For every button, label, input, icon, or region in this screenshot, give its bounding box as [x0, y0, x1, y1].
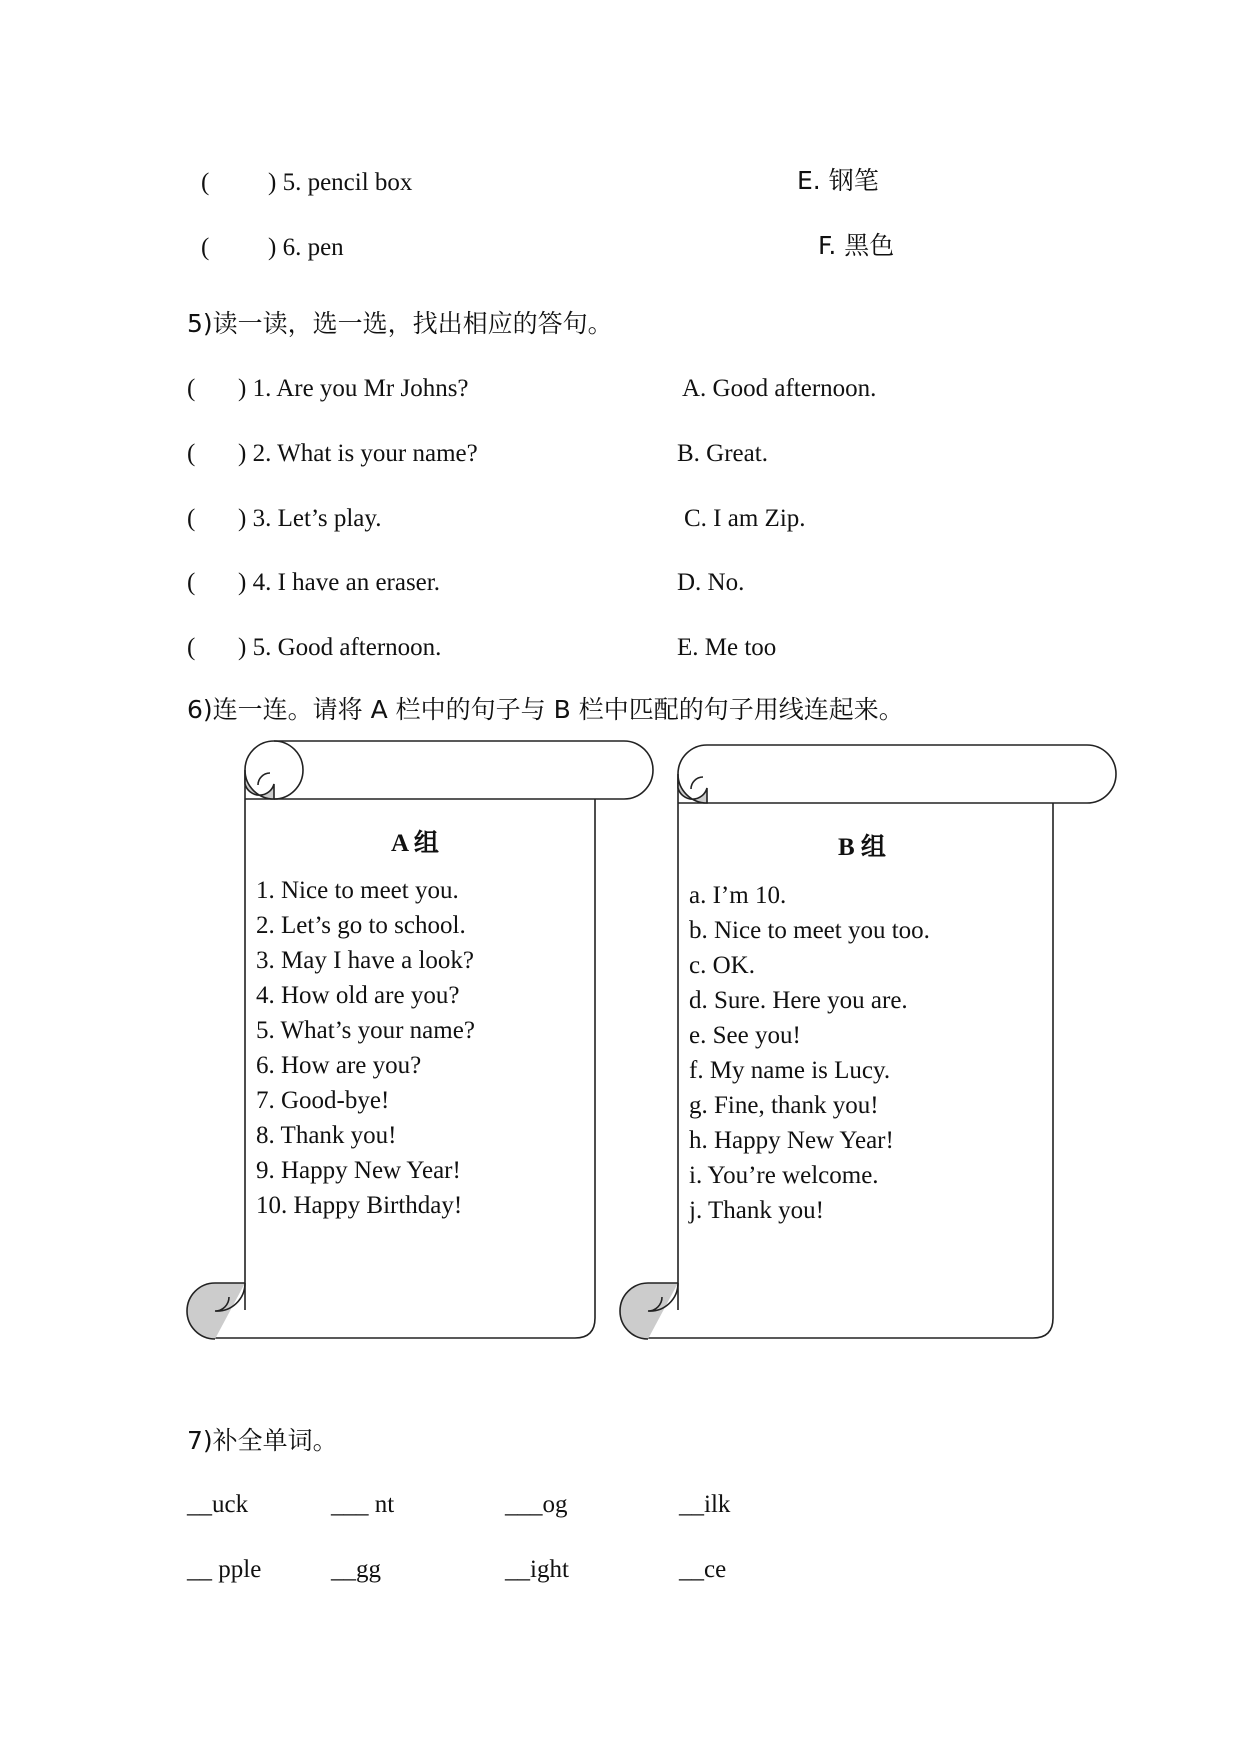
list-item[interactable]: 6. How are you? — [256, 1052, 422, 1079]
list-item[interactable]: 5. What’s your name? — [256, 1017, 475, 1044]
answer-option: E. Me too — [677, 634, 777, 661]
group-b-title: B 组 — [838, 834, 886, 861]
list-item[interactable]: 7. Good-bye! — [256, 1087, 390, 1114]
word-blank[interactable]: __uck — [187, 1491, 249, 1518]
list-item[interactable]: i. You’re welcome. — [689, 1162, 879, 1189]
list-item[interactable]: d. Sure. Here you are. — [689, 987, 908, 1014]
group-b-list — [689, 878, 930, 1228]
section6-heading: 6)连一连。请将 A 栏中的句子与 B 栏中匹配的句子用线连起来。 — [187, 695, 904, 724]
item-text: ) 5. pencil box — [268, 169, 413, 196]
list-item[interactable]: j. Thank you! — [689, 1197, 824, 1224]
list-item[interactable]: f. My name is Lucy. — [689, 1057, 891, 1084]
answer-option: B. Great. — [677, 440, 768, 467]
answer-paren[interactable]: ( — [187, 440, 196, 467]
answer-paren[interactable]: ( — [187, 505, 196, 532]
answer-option: D. No. — [677, 569, 745, 596]
list-item[interactable]: 4. How old are you? — [256, 982, 460, 1009]
question-text: ) 4. I have an eraser. — [238, 569, 440, 596]
group-a-list — [256, 873, 475, 1223]
list-item[interactable]: 8. Thank you! — [256, 1122, 397, 1149]
list-item[interactable]: c. OK. — [689, 952, 755, 979]
question-text: ) 2. What is your name? — [238, 440, 478, 467]
word-blank[interactable]: __ilk — [679, 1491, 731, 1518]
list-item[interactable]: h. Happy New Year! — [689, 1127, 894, 1154]
list-item[interactable]: a. I’m 10. — [689, 882, 787, 909]
list-item[interactable]: b. Nice to meet you too. — [689, 917, 930, 944]
answer-paren[interactable]: ( — [201, 169, 210, 196]
scroll-b-top-curl — [678, 774, 707, 803]
answer-paren[interactable]: ( — [187, 569, 196, 596]
list-item[interactable]: 3. May I have a look? — [256, 947, 474, 974]
list-item[interactable]: g. Fine, thank you! — [689, 1092, 879, 1119]
answer-paren[interactable]: ( — [201, 234, 210, 261]
scroll-a-top-curl — [245, 770, 274, 799]
group-a-title: A 组 — [391, 830, 439, 857]
answer-paren[interactable]: ( — [187, 634, 196, 661]
section7-heading: 7)补全单词。 — [187, 1426, 338, 1455]
section5-heading: 5)读一读，选一选，找出相应的答句。 — [187, 309, 613, 338]
question-text: ) 5. Good afternoon. — [238, 634, 442, 661]
answer-paren[interactable]: ( — [187, 375, 196, 402]
item-text: ) 6. pen — [268, 234, 344, 261]
answer-option: A. Good afternoon. — [682, 375, 877, 402]
word-blank[interactable]: ___og — [505, 1491, 568, 1518]
word-blank[interactable]: ___ nt — [331, 1491, 395, 1518]
list-item[interactable]: 2. Let’s go to school. — [256, 912, 466, 939]
option-text: F. 黑色 — [818, 231, 895, 260]
option-text: E. 钢笔 — [797, 166, 879, 195]
list-item[interactable]: 9. Happy New Year! — [256, 1157, 461, 1184]
word-blank[interactable]: __ pple — [187, 1556, 262, 1583]
word-blank[interactable]: __ight — [505, 1556, 569, 1583]
word-blank[interactable]: __ce — [679, 1556, 727, 1583]
list-item[interactable]: e. See you! — [689, 1022, 801, 1049]
list-item[interactable]: 1. Nice to meet you. — [256, 877, 459, 904]
question-text: ) 3. Let’s play. — [238, 505, 382, 532]
question-text: ) 1. Are you Mr Johns? — [238, 375, 469, 402]
answer-option: C. I am Zip. — [684, 505, 806, 532]
word-blank[interactable]: __gg — [331, 1556, 381, 1583]
list-item[interactable]: 10. Happy Birthday! — [256, 1192, 463, 1219]
